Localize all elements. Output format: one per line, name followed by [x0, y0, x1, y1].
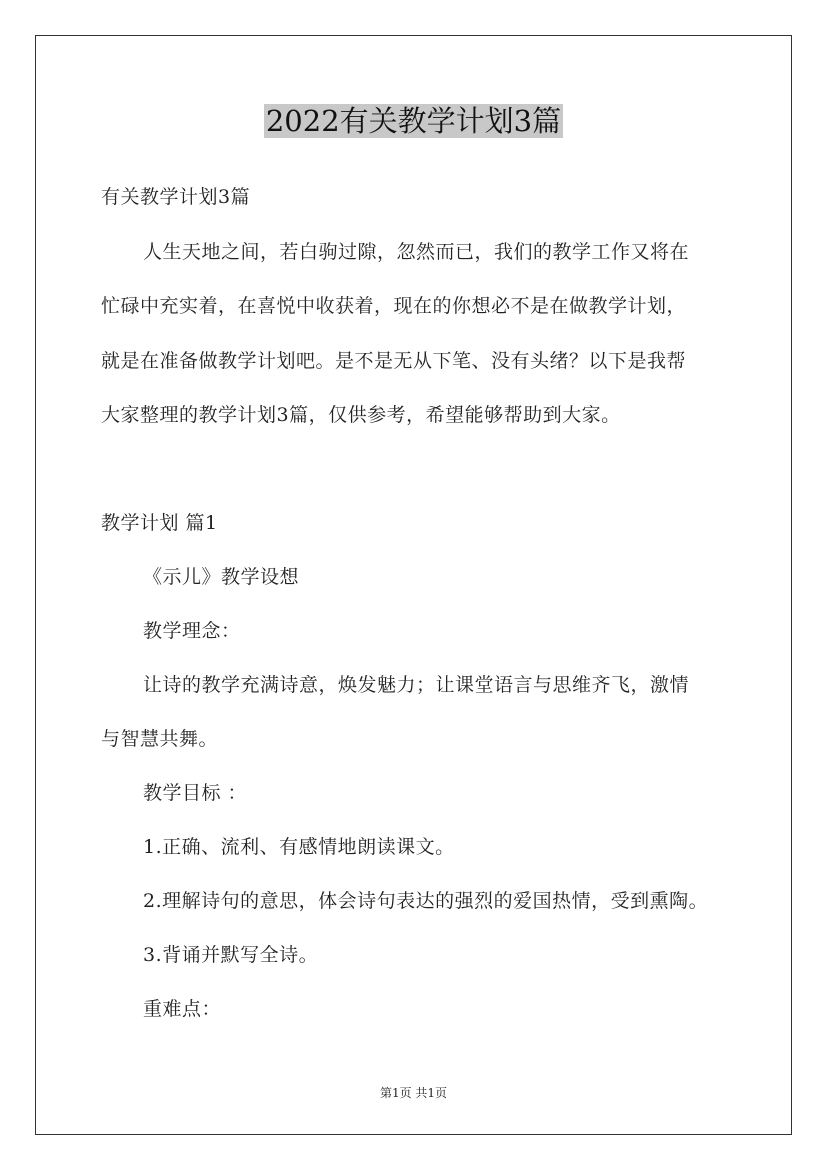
document-title-text: 2022有关教学计划3篇 [265, 104, 562, 138]
page-footer: 第1页 共1页 [379, 1086, 448, 1100]
intro-line-2: 忙碌中充实着，在喜悦中收获着，现在的你想必不是在做教学计划， [101, 295, 687, 317]
goal-item-3: 3.背诵并默写全诗。 [143, 944, 319, 966]
difficulty-heading: 重难点： [143, 998, 222, 1020]
document-title [0, 100, 827, 142]
section-heading: 教学计划 篇1 [101, 512, 218, 534]
lesson-title: 《示儿》教学设想 [143, 566, 300, 588]
goal-item-2: 2.理解诗句的意思，体会诗句表达的强烈的爱国热情，受到熏陶。 [143, 890, 709, 912]
intro-line-4: 大家整理的教学计划3篇，仅供参考，希望能够帮助到大家。 [101, 404, 621, 426]
subtitle: 有关教学计划3篇 [101, 186, 251, 208]
intro-line-3: 就是在准备做教学计划吧。是不是无从下笔、没有头绪？以下是我帮 [101, 350, 687, 372]
goals-heading: 教学目标 ： [143, 782, 248, 804]
concept-line-1: 让诗的教学充满诗意，焕发魅力；让课堂语言与思维齐飞，激情 [143, 674, 690, 696]
goal-item-1: 1.正确、流利、有感情地朗读课文。 [143, 836, 455, 858]
intro-line-1: 人生天地之间，若白驹过隙，忽然而已，我们的教学工作又将在 [143, 241, 690, 263]
concept-line-2: 与智慧共舞。 [101, 728, 219, 750]
concept-heading: 教学理念： [143, 620, 241, 642]
